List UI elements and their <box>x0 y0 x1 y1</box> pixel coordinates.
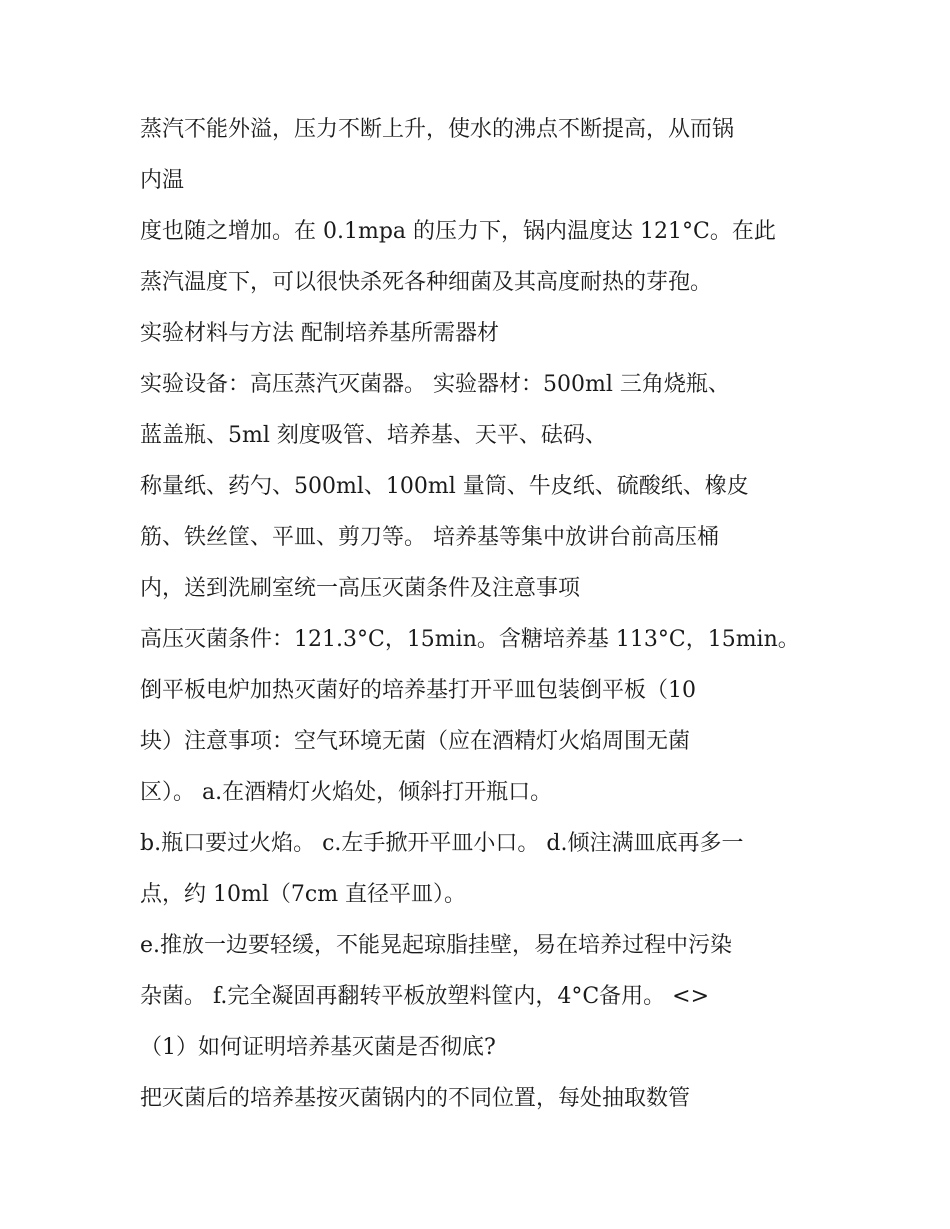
text-line: 实验设备：高压蒸汽灭菌器。 实验器材：500ml 三角烧瓶、 <box>140 372 730 397</box>
text-line: 高压灭菌条件：121.3°C，15min。含糖培养基 113°C，15min。 <box>140 627 800 652</box>
text-line: 块）注意事项：空气环境无菌（应在酒精灯火焰周围无菌 <box>140 729 691 754</box>
question-line: （1）如何证明培养基灭菌是否彻底? <box>140 1035 496 1060</box>
document-body <box>140 104 820 1124</box>
text-line: e.推放一边要轻缓，不能晃起琼脂挂壁，易在培养过程中污染 <box>140 933 733 958</box>
text-line: 蒸汽温度下，可以很快杀死各种细菌及其高度耐热的芽孢。 <box>140 270 713 295</box>
text-line: 杂菌。 f.完全凝固再翻转平板放塑料筐内，4°C备用。 <> <box>140 984 710 1009</box>
text-line: 区）。 a.在酒精灯火焰处，倾斜打开瓶口。 <box>140 780 553 805</box>
text-line: 蒸汽不能外溢，压力不断上升，使水的沸点不断提高，从而锅 <box>140 117 735 142</box>
text-line: 把灭菌后的培养基按灭菌锅内的不同位置，每处抽取数管 <box>140 1086 691 1111</box>
text-line: 内，送到洗刷室统一高压灭菌条件及注意事项 <box>140 576 581 601</box>
text-line: 称量纸、药勺、500ml、100ml 量筒、牛皮纸、硫酸纸、橡皮 <box>140 474 749 499</box>
text-line: 筋、铁丝筐、平皿、剪刀等。 培养基等集中放讲台前高压桶 <box>140 525 719 550</box>
text-line: 倒平板电炉加热灭菌好的培养基打开平皿包装倒平板（10 <box>140 678 696 703</box>
section-heading: 实验材料与方法 配制培养基所需器材 <box>140 321 499 346</box>
text-line: 蓝盖瓶、5ml 刻度吸管、培养基、天平、砝码、 <box>140 423 607 448</box>
text-line: 度也随之增加。在 0.1mpa 的压力下，锅内温度达 121°C。在此 <box>140 219 776 244</box>
text-line: 点，约 10ml（7cm 直径平皿）。 <box>140 882 467 907</box>
text-line: 内温 <box>140 168 185 193</box>
text-line: b.瓶口要过火焰。 c.左手掀开平皿小口。 d.倾注满皿底再多一 <box>140 831 744 856</box>
